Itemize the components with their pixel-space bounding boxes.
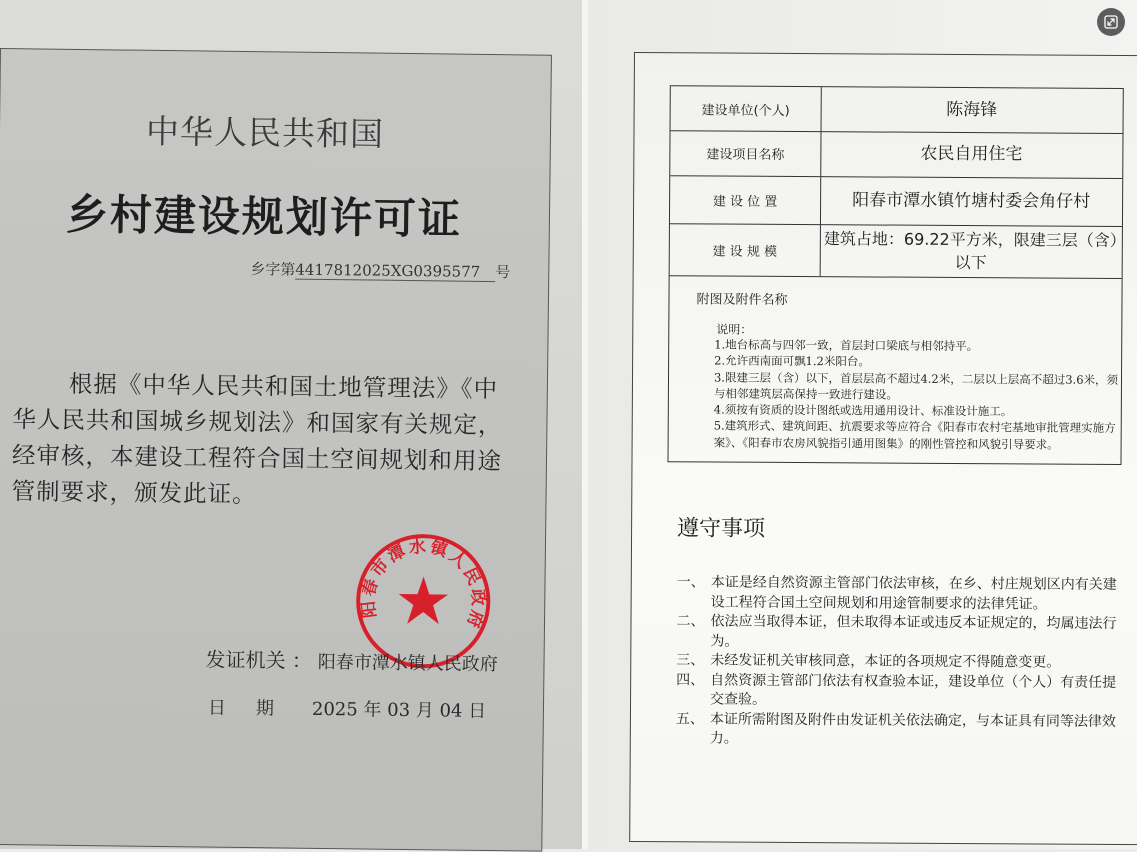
seal-text: 阳春市潭水镇人民政府 (357, 535, 489, 634)
expand-icon (1104, 15, 1118, 29)
permit-body-text: 根据《中华人民共和国土地管理法》《中华人民共和国城乡规划法》和国家有关规定，经审核，本建设工程符合国土空间规划和用途管制要求，颁发此证。 (11, 369, 503, 509)
date-label: 日期 (207, 697, 305, 720)
book-spine (582, 0, 588, 849)
expand-button[interactable] (1097, 8, 1125, 36)
permit-number (250, 258, 510, 282)
applicant-name: 陈海锋 (946, 99, 998, 120)
observe-item-cont: 交查验。 (709, 691, 767, 708)
permit-cover-page (0, 48, 552, 852)
row-label: 建设项目名称 (670, 130, 821, 176)
notes-title: 说明： (716, 322, 753, 337)
permit-number-suffix: 号 (495, 263, 511, 282)
note-item: 3.限建三层（含）以下，首层层高不超过4.2米，二层以上层高不超过3.6米，须与相邻建筑层高保持一致进行建设。 (713, 370, 1119, 402)
table-row (670, 223, 1122, 279)
observe-item: 二、 依法应当取得本证，但未取得本证或违反本证规定的，均属违法行 (676, 613, 1117, 632)
observe-list (676, 573, 1137, 751)
project-name: 农民自用住宅 (920, 143, 1023, 165)
notes-list (714, 336, 1120, 453)
issue-date (208, 694, 487, 723)
note-item: 1.地台标高与四邻一致，首层封口梁底与相邻持平。 (714, 337, 979, 354)
permit-number-prefix: 乡字第 (250, 260, 296, 279)
project-scale: 建筑占地：69.22平方米，限建三层（含）以下 (823, 229, 1118, 273)
issuer-label: 发证机关 ： (205, 647, 313, 673)
row-label: 建 设 规 模 (670, 223, 821, 276)
note-item: 2.允许西南面可飘1.2米阳台。 (714, 353, 870, 369)
table-row (670, 130, 1122, 179)
observe-item-cont: 力。 (709, 730, 738, 747)
observe-item: 四、 自然资源主管部门依法有权查验本证，建设单位（个人）有责任提 (676, 671, 1117, 691)
issuer-value: 阳春市潭水镇人民政府 (317, 651, 498, 676)
row-label: 建 设 位 置 (670, 175, 821, 224)
observe-item: 三、 未经发证机关审核同意，本证的各项规定不得随意变更。 (676, 652, 1061, 671)
date-value: 2025 年 03 月 04 日 (311, 698, 487, 722)
note-item: 4.须按有资质的设计图纸或选用通用设计、标准设计施工。 (713, 402, 1013, 419)
observe-heading: 遵守事项 (677, 516, 766, 542)
attachments-label: 附图及附件名称 (696, 292, 788, 308)
observe-item: 五、 本证所需附图及附件由发证机关依法确定，与本证具有同等法律效 (675, 710, 1116, 730)
observe-item-cont: 设工程符合国土空间规划和用途管制要求的法律凭证。 (710, 593, 1047, 613)
permit-title: 乡村建设规划许可证 (65, 189, 463, 244)
issuer (205, 644, 498, 677)
project-info-table (667, 85, 1123, 465)
table-row (670, 175, 1122, 227)
observe-item: 一、 本证是经自然资源主管部门依法审核，在乡、村庄规划区内有关建 (676, 574, 1117, 593)
row-label: 建设单位(个人) (671, 86, 822, 131)
note-item: 5.建筑形式、建筑间距、抗震要求等应符合《阳春市农村宅基地审批管理实施方案》、《阳春市农房风貌指引通用图集》的刚性管控和风貌引导要求。 (713, 418, 1116, 452)
country-name: 中华人民共和国 (145, 111, 385, 154)
permit-detail-page (629, 52, 1137, 845)
table-row (671, 86, 1123, 134)
observe-item-cont: 为。 (710, 632, 739, 650)
seal-star (398, 576, 448, 624)
permit-number-value: 4417812025XG0395577 (295, 261, 495, 282)
project-location: 阳春市潭水镇竹塘村委会角仔村 (852, 189, 1091, 212)
